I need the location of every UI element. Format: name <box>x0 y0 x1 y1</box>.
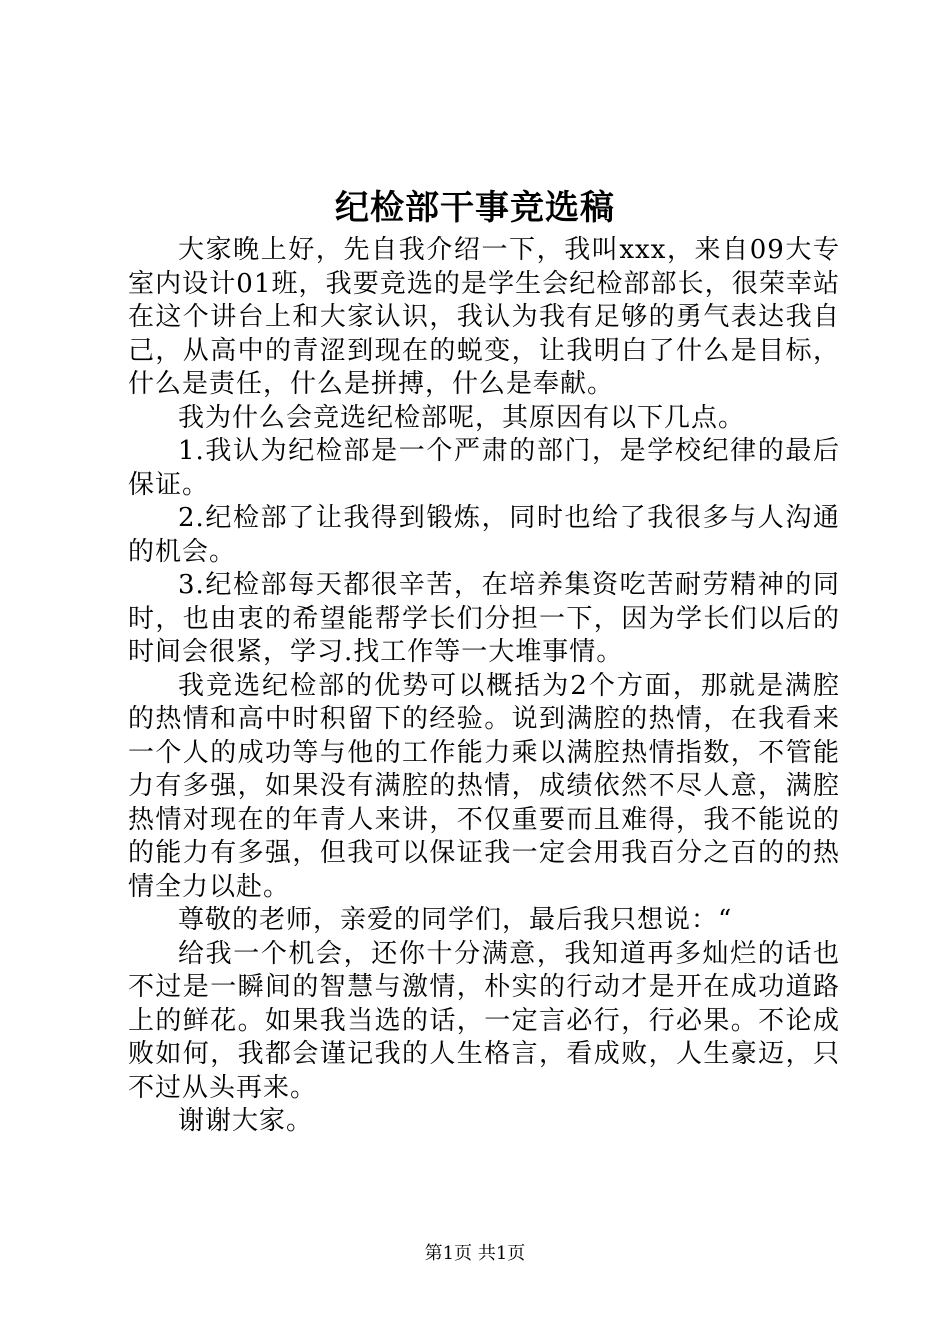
paragraph-address: 尊敬的老师，亲爱的同学们，最后我只想说：“ <box>178 905 733 935</box>
paragraph-thanks: 谢谢大家。 <box>178 1106 314 1136</box>
paragraph-reason-3: 3.纪检部每天都很辛苦，在培养集资吃苦耐劳精神的同时，也由衷的希望能帮学长们分担一下，因为学长们以后的时间会很紧，学习.找工作等一大堆事情。 <box>128 570 840 667</box>
document-body <box>128 234 840 1139</box>
paragraph-intro: 大家晚上好，先自我介绍一下，我叫xxx，来自09大专室内设计01班，我要竞选的是学生会纪检部部长，很荣幸站在这个讲台上和大家认识，我认为我有足够的勇气表达我自己，从高中的青涩到现在的蜕变，让我明白了什么是目标，什么是责任，什么是拼搏，什么是奉献。 <box>128 235 840 399</box>
document-title: 纪检部干事竞选稿 <box>335 188 615 228</box>
paragraph-reasons-heading: 我为什么会竞选纪检部呢，其原因有以下几点。 <box>178 402 746 433</box>
paragraph-closing: 给我一个机会，还你十分满意，我知道再多灿烂的话也不过是一瞬间的智慧与激情，朴实的行动才是开在成功道路上的鲜花。如果我当选的话，一定言必行，行必果。不论成败如何，我都会谨记我的人生格言，看成败，人生豪迈，只不过从头再来。 <box>128 938 840 1103</box>
paragraph-reason-2: 2.纪检部了让我得到锻炼，同时也给了我很多与人沟通的机会。 <box>128 503 840 567</box>
page-footer: 第1页 共1页 <box>424 1243 526 1264</box>
paragraph-reason-1: 1.我认为纪检部是一个严肃的部门，是学校纪律的最后保证。 <box>128 436 840 500</box>
paragraph-advantages: 我竞选纪检部的优势可以概括为2个方面，那就是满腔的热情和高中时积留下的经验。说到满腔的热情，在我看来一个人的成功等与他的工作能力乘以满腔热情指数，不管能力有多强，如果没有满腔的热情，成绩依然不尽人意，满腔热情对现在的年青人来讲，不仅重要而且难得，我不能说的的能力有多强，但我可以保证我一定会用我百分之百的的热情全力以赴。 <box>128 670 840 902</box>
